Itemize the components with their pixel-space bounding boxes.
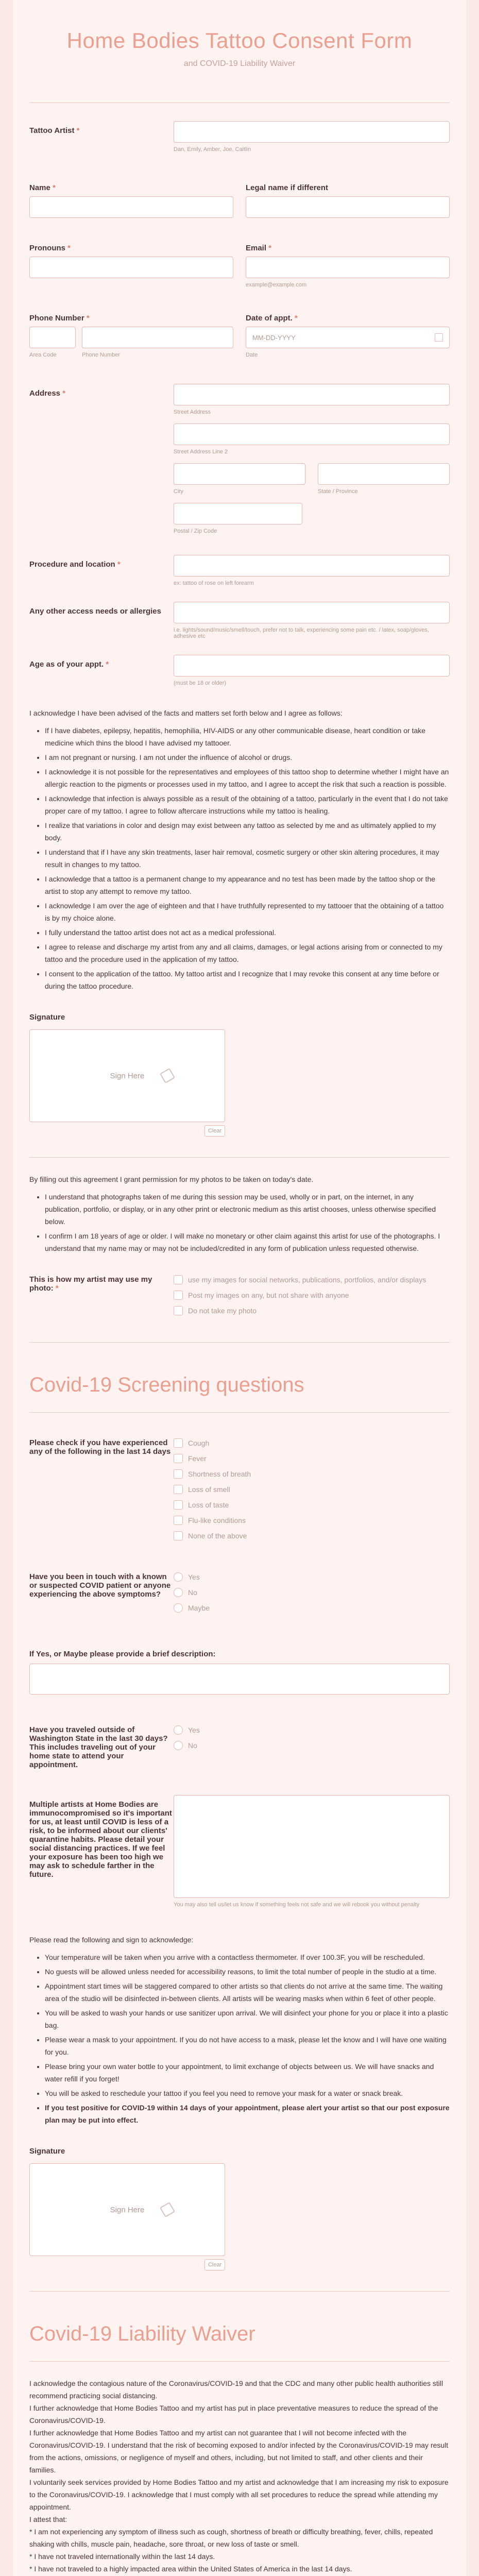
waiver-paragraph: * I have not traveled internationally within the last 14 days. xyxy=(29,2552,215,2561)
photo-block xyxy=(29,1173,450,1255)
signature-pad[interactable] xyxy=(29,2163,225,2256)
list-item: • I acknowledge it is not possible for the representatives and employees of this tattoo shop to determine whether I might have an allergic reaction to the pigments or processes used in my tattoo, and I agree to accept the risk that such a reaction is possible. xyxy=(45,766,450,790)
phone-label: Phone Number xyxy=(29,314,84,323)
travel-label: Have you traveled outside of Washington State in the last 30 days? This includes traveling out of your home state to attend your appointment. xyxy=(29,1725,168,1769)
symptom-checkbox[interactable] xyxy=(174,1500,183,1510)
address-label: Address xyxy=(29,389,61,398)
contact-radio[interactable] xyxy=(174,1588,183,1597)
allergies-hint: i.e. lights/sound/music/smell/touch, prefer not to talk, experiencing some pain etc. / latex, soap/gloves, adhesive etc xyxy=(174,627,429,639)
symptom-checkbox[interactable] xyxy=(174,1454,183,1463)
photo-option-label: use my images for social networks, publications, portfolios, and/or displays xyxy=(188,1276,426,1284)
pen-icon xyxy=(160,2202,175,2217)
list-item: • I am not pregnant or nursing. I am not under the influence of alcohol or drugs. xyxy=(45,751,450,764)
city-input[interactable] xyxy=(174,463,305,485)
list-item: • If I have diabetes, epilepsy, hepatitis, hemophilia, HIV-AIDS or any other communicable disease, heart condition or take medicine which thins the blood I have advised my tattooer. xyxy=(45,724,450,749)
zip-hint: Postal / Zip Code xyxy=(174,528,217,534)
row-age: Age as of your appt. * (must be 18 or older) xyxy=(29,655,450,686)
row-pronouns-email: Pronouns * Email * example@example.com xyxy=(29,244,450,288)
list-item: • You will be asked to wash your hands or use sanitizer upon arrival. We will disinfect your phone for you or place it into a plastic bag. xyxy=(45,2007,450,2031)
date-hint: Date xyxy=(246,352,258,358)
divider xyxy=(29,2291,450,2292)
signature-2 xyxy=(29,2147,450,2270)
list-item: • I acknowledge that a tattoo is a permanent change to my appearance and no test has been made by the tattoo shop or the artist to stop any attempt to remove my tattoo. xyxy=(45,873,450,897)
symptom-label: Fever xyxy=(188,1454,207,1463)
photo-option-checkbox[interactable] xyxy=(174,1291,183,1300)
waiver-paragraph: * I am not experiencing any symptom of illness such as cough, shortness of breath or difficulty breathing, fever, chills, repeated shaking with chills, muscle pain, headache, sore throat, or new loss of taste or smell. xyxy=(29,2528,433,2548)
row-contact xyxy=(29,1567,450,1619)
symptom-checkbox[interactable] xyxy=(174,1516,183,1525)
acknowledge-list xyxy=(45,724,450,992)
city-hint: City xyxy=(174,488,183,495)
list-item: • You will be asked to reschedule your tattoo if you feel you need to remove your mask for a water or snack break. xyxy=(45,2087,450,2099)
symptoms-label: Please check if you have experienced any of the following in the last 14 days xyxy=(29,1438,171,1456)
waiver-section-title: Covid-19 Liability Waiver xyxy=(29,2323,255,2345)
row-allergies xyxy=(29,602,450,639)
tattoo-artist-input[interactable] xyxy=(174,121,450,143)
list-item: • I realize that variations in color and design may exist between any tattoo as selected by me and as ultimately applied to my body. xyxy=(45,819,450,844)
symptom-label: Cough xyxy=(188,1439,210,1447)
signature-label: Signature xyxy=(29,1013,65,1022)
row-travel xyxy=(29,1720,450,1769)
street-hint: Street Address xyxy=(174,409,211,415)
legal-name-label: Legal name if different xyxy=(246,183,329,192)
name-label: Name xyxy=(29,183,50,192)
age-input[interactable] xyxy=(174,655,450,676)
contact-radio[interactable] xyxy=(174,1572,183,1582)
divider xyxy=(29,2361,450,2362)
contact-radio[interactable] xyxy=(174,1603,183,1613)
contact-option: No xyxy=(188,1588,197,1597)
describe-textarea[interactable] xyxy=(29,1664,450,1694)
symptom-checkbox[interactable] xyxy=(174,1438,183,1448)
form-header xyxy=(29,0,450,103)
row-photo-use: This is how my artist may use my photo: * use my images for social networks, publications, portfolios, and/or displays Post my images on any, but not share with anyone Do not take my photo xyxy=(29,1275,426,1315)
procedure-hint: ex: tattoo of rose on left forearm xyxy=(174,580,254,586)
acknowledge-block xyxy=(29,707,450,992)
multiple-label: Multiple artists at Home Bodies are immunocompromised so it's important for us, at least until COVID is less of a risk, to be informed about our clients' quarantine habits. Please detail your social distancing practices. If we feel your exposure has been too high we may ask to schedule farther in the future. xyxy=(29,1800,172,1879)
row-phone-date: Phone Number * Area Code Phone Number Date of appt. * MM-DD-YYYY Date xyxy=(29,314,450,358)
waiver-paragraph: I further acknowledge that Home Bodies Tattoo and my artist can not guarantee that I will not become infected with the Coronavirus/COVID-19. I understand that the risk of becoming exposed to and/or infected by the Coronavirus/COVID-19 may result from the actions, omissions, or negligence of myself and others, including, but not limited to staff, and other clients and their families. xyxy=(29,2429,449,2474)
photo-option-label: Post my images on any, but not share with anyone xyxy=(188,1291,349,1299)
list-item: • Your temperature will be taken when you arrive with a contactless thermometer. If over 100.3F, you will be rescheduled. xyxy=(45,1951,450,1963)
allergies-input[interactable] xyxy=(174,602,450,623)
state-input[interactable] xyxy=(318,463,450,485)
email-input[interactable] xyxy=(246,257,450,278)
list-item: • I understand that if I have any skin treatments, laser hair removal, cosmetic surgery or other skin altering procedures, it may result in changes to my tattoo. xyxy=(45,846,450,871)
state-hint: State / Province xyxy=(318,488,358,495)
form-title: Home Bodies Tattoo Consent Form xyxy=(66,28,413,53)
signature-placeholder: Sign Here xyxy=(110,1071,145,1080)
pen-icon xyxy=(160,1068,175,1083)
contact-option: Yes xyxy=(188,1573,200,1581)
symptom-label: Flu-like conditions xyxy=(188,1516,246,1524)
row-multiple xyxy=(29,1795,450,1908)
list-item: • If you test positive for COVID-19 within 14 days of your appointment, please alert your artist so that our post exposure plan may be put into effect. xyxy=(45,2102,450,2126)
date-label: Date of appt. xyxy=(246,314,293,323)
photo-option-checkbox[interactable] xyxy=(174,1306,183,1315)
area-code-input[interactable] xyxy=(29,327,76,348)
pronouns-label: Pronouns xyxy=(29,244,65,252)
list-item: • I understand that photographs taken of me during this session may be used, wholly or in part, on the internet, in any publication, portfolio, or display, or in any other print or electronic medium as this artist chooses, unless otherwise specified below. xyxy=(45,1191,450,1228)
legal-name-input[interactable] xyxy=(246,196,450,218)
multiple-hint: You may also tell us/let us know if something feels not safe and we will rebook you without penalty xyxy=(174,1902,420,1908)
email-hint: example@example.com xyxy=(246,282,307,288)
date-input[interactable] xyxy=(246,327,450,348)
describe-block xyxy=(29,1650,450,1694)
symptom-label: None of the above xyxy=(188,1532,247,1540)
signature-placeholder: Sign Here xyxy=(110,2205,145,2214)
contact-label: Have you been in touch with a known or suspected COVID patient or anyone experiencing the above symptoms? xyxy=(29,1572,171,1599)
symptom-checkbox[interactable] xyxy=(174,1469,183,1479)
signature-1 xyxy=(29,1013,450,1137)
list-item: • No guests will be allowed unless needed for accessibility reasons, to limit the total number of people in the studio at a time. xyxy=(45,1965,450,1978)
form-subtitle: and COVID-19 Liability Waiver xyxy=(183,59,296,68)
symptom-label: Loss of smell xyxy=(188,1485,230,1494)
divider xyxy=(29,1157,450,1158)
date-placeholder: MM-DD-YYYY xyxy=(252,333,296,342)
travel-radio[interactable] xyxy=(174,1741,183,1750)
row-procedure: Procedure and location * ex: tattoo of rose on left forearm xyxy=(29,555,450,586)
allergies-label: Any other access needs or allergies xyxy=(29,607,161,616)
phone-number-hint: Phone Number xyxy=(82,352,120,358)
waiver-paragraph: I acknowledge the contagious nature of the Coronavirus/COVID-19 and that the CDC and many other public health authorities still recommend practicing social distancing. xyxy=(29,2379,443,2400)
age-label: Age as of your appt. xyxy=(29,660,104,669)
multiple-textarea[interactable] xyxy=(174,1795,450,1898)
signature-pad[interactable] xyxy=(29,1029,225,1122)
waiver-block xyxy=(29,2377,450,2576)
email-label: Email xyxy=(246,244,267,252)
clear-signature-button[interactable]: Clear xyxy=(204,2259,225,2270)
photo-use-label: This is how my artist may use my photo: xyxy=(29,1275,152,1293)
photo-option-label: Do not take my photo xyxy=(188,1307,257,1315)
row-address: Address * Street Address Street Address Line 2 City State / Province Postal / Zip Code xyxy=(29,384,450,534)
travel-option: No xyxy=(188,1741,197,1750)
procedure-input[interactable] xyxy=(174,555,450,577)
tattoo-artist-hint: Dan, Emily, Amber, Joe, Caitlin xyxy=(174,146,251,152)
waiver-paragraph: I further acknowledge that Home Bodies Tattoo and my artist has put in place preventative measures to reduce the spread of the Coronavirus/COVID-19. xyxy=(29,2404,438,2425)
symptom-label: Loss of taste xyxy=(188,1501,229,1509)
list-item: • Please bring your own water bottle to your appointment, to limit exchange of objects between us. We will have snacks and water refill if you forget! xyxy=(45,2060,450,2085)
divider xyxy=(29,1412,450,1413)
covid-ack-intro: Please read the following and sign to acknowledge: xyxy=(29,1936,194,1944)
row-names: Name * Legal name if different xyxy=(29,183,450,218)
street-input[interactable] xyxy=(174,384,450,405)
name-input[interactable] xyxy=(29,196,233,218)
photo-intro: By filling out this agreement I grant permission for my photos to be taken on today's date. xyxy=(29,1175,314,1183)
list-item: • I acknowledge I am over the age of eighteen and that I have truthfully represented to my tattooer that the obtaining of a tattoo is by my choice alone. xyxy=(45,900,450,924)
list-item: • I acknowledge that infection is always possible as a result of the obtaining of a tattoo, particularly in the event that I do not take proper care of my tattoo. I agree to follow aftercare instructions while my tattoo is healing. xyxy=(45,792,450,817)
waiver-paragraph: * I have not traveled to a highly impacted area within the United States of America in the last 14 days. xyxy=(29,2565,352,2573)
phone-number-input[interactable] xyxy=(82,327,233,348)
age-hint: (must be 18 or older) xyxy=(174,680,227,686)
form-card xyxy=(13,0,466,2576)
list-item: • Please wear a mask to your appointment. If you do not have access to a mask, please let the know and I will have one waiting for you. xyxy=(45,2033,450,2058)
clear-signature-button[interactable]: Clear xyxy=(204,1125,225,1137)
covid-ack-block xyxy=(29,1934,450,2126)
symptom-label: Shortness of breath xyxy=(188,1470,251,1478)
symptom-checkbox[interactable] xyxy=(174,1531,183,1540)
divider xyxy=(29,1342,450,1343)
row-tattoo-artist: Tattoo Artist * Dan, Emily, Amber, Joe, Caitlin xyxy=(29,121,450,152)
list-item: • I agree to release and discharge my artist from any and all claims, damages, or legal actions arising from or connected to my tattoo and the procedure used in the application of my tattoo. xyxy=(45,941,450,965)
zip-input[interactable] xyxy=(174,503,302,524)
travel-option: Yes xyxy=(188,1726,200,1734)
acknowledge-intro: I acknowledge I have been advised of the facts and matters set forth below and I agree as follows: xyxy=(29,709,343,717)
symptom-checkbox[interactable] xyxy=(174,1485,183,1494)
row-symptoms xyxy=(29,1433,450,1547)
describe-label: If Yes, or Maybe please provide a brief description: xyxy=(29,1650,216,1658)
calendar-icon[interactable] xyxy=(435,333,443,342)
street2-hint: Street Address Line 2 xyxy=(174,449,228,455)
tattoo-artist-label: Tattoo Artist xyxy=(29,126,75,135)
list-item: • I consent to the application of the tattoo. My tattoo artist and I recognize that I may revoke this consent at any time before or during the tattoo procedure. xyxy=(45,968,450,992)
list-item: • I fully understand the tattoo artist does not act as a medical professional. xyxy=(45,926,450,939)
photo-option-checkbox[interactable] xyxy=(174,1275,183,1284)
list-item: • Appointment start times will be staggered compared to other artists so that clients do not arrive at the same time. The waiting area of the studio will be disinfected in-between clients. All artists will be wearing masks when within 6 feet of other people. xyxy=(45,1980,450,2005)
contact-option: Maybe xyxy=(188,1604,210,1612)
list-item: • I confirm I am 18 years of age or older. I will make no monetary or other claim against this artist for use of the photographs. I understand that my name may or may not be included/credited in any form of publication unless requested otherwise. xyxy=(45,1230,450,1255)
travel-radio[interactable] xyxy=(174,1725,183,1735)
waiver-paragraph: I voluntarily seek services provided by Home Bodies Tattoo and my artist and acknowledge that I am increasing my risk to exposure to the Coronavirus/COVID-19. I acknowledge that I must comply with all set procedures to reduce the spread while attending my appointment. xyxy=(29,2478,449,2511)
area-code-hint: Area Code xyxy=(29,352,57,358)
street2-input[interactable] xyxy=(174,423,450,445)
procedure-label: Procedure and location xyxy=(29,560,115,569)
pronouns-input[interactable] xyxy=(29,257,233,278)
waiver-paragraph: I attest that: xyxy=(29,2515,67,2523)
covid-section-title: Covid-19 Screening questions xyxy=(29,1374,304,1396)
signature-label: Signature xyxy=(29,2147,65,2156)
